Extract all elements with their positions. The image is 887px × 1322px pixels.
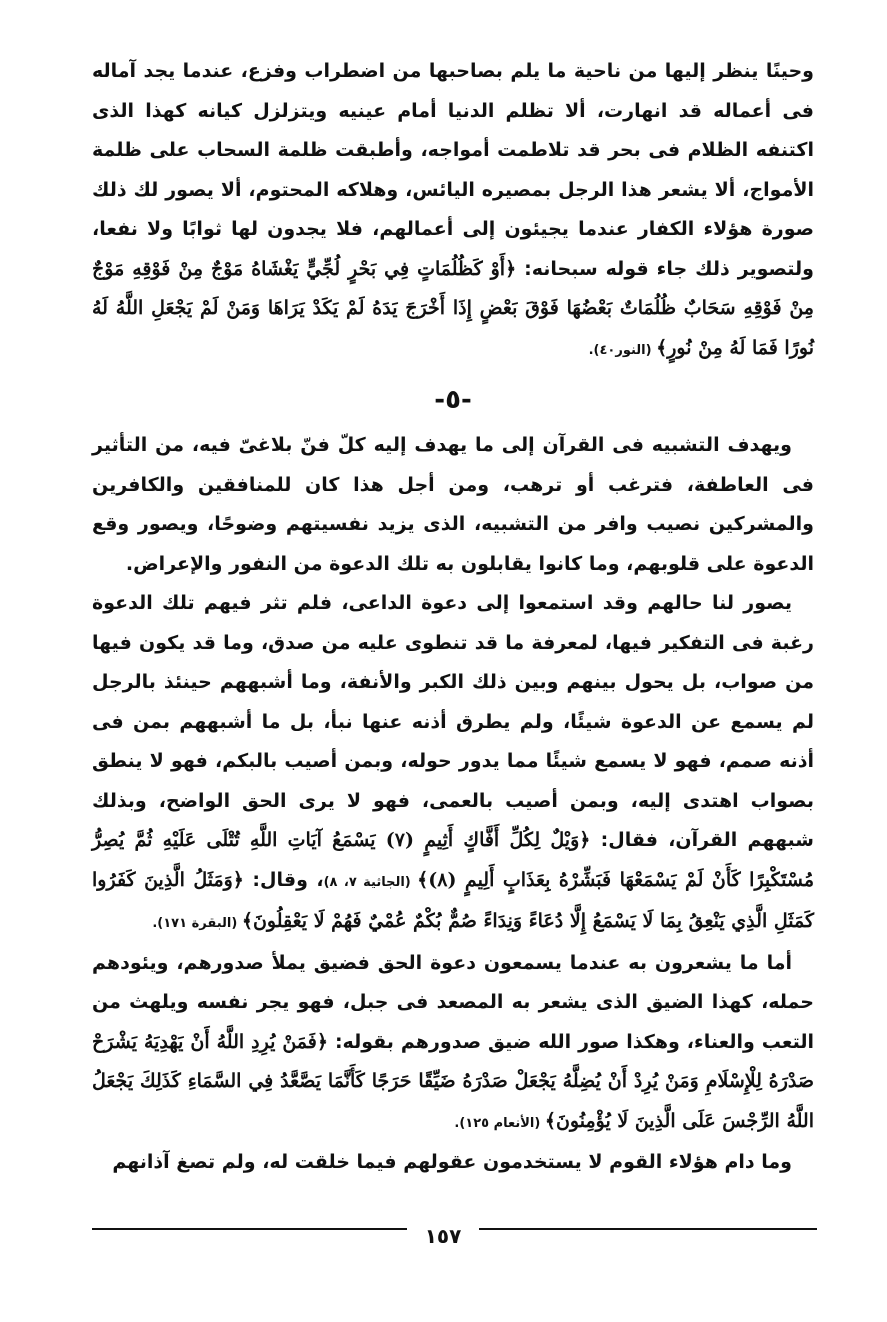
verse-reference-jathiya: (الجاثية ٧، ٨)	[323, 874, 418, 890]
verse-reference-anam: (الأنعام ١٢٥).	[454, 1115, 545, 1131]
paragraph-4-text: أما ما يشعرون به عندما يسمعون دعوة الحق فضيق يملأ صدورهم، ويئودهم حمله، كهذا الضيق الذى يشعر به المصعد فى جبل، فهو يجر نفسه ويلهث من التعب والعناء، وهكذا صور الله ضيق صدورهم بقوله:	[92, 951, 814, 1053]
paragraph-5: وما دام هؤلاء القوم لا يستخدمون عقولهم فيما خلقت له، ولم تصغ آذانهم	[112, 1151, 792, 1173]
quran-verse-anam-125: ﴿فَمَنْ يُرِدِ اللَّهُ أَنْ يَهْدِيَهُ يَشْرَحْ صَدْرَهُ لِلْإِسْلَامِ وَمَنْ يُرِدْ أَنْ يُضِلَّهُ يَجْعَلْ صَدْرَهُ ضَيِّقًا حَرَجًا كَأَنَّمَا يَصَّعَّدُ فِي السَّمَاءِ كَذَلِكَ يَجْعَلُ اللَّهُ الرِّجْسَ عَلَى الَّذِينَ لَا يُؤْمِنُونَ﴾	[92, 1030, 814, 1132]
page-number: ١٥٧	[407, 1224, 479, 1248]
verse-reference-baqara: (البقرة ١٧١).	[152, 916, 242, 931]
paragraph-2: ويهدف التشبيه فى القرآن إلى ما يهدف إليه كلّ فنّ بلاغىّ فيه، من التأثير فى العاطفة، فترغب أو ترهب، ومن أجل هذا كان للمنافقين والكافرين والمشركين نصيب وافر من التشبيه، الذى يزيد نفسيتهم وضوحًا، ويصور وقع الدعوة على قلوبهم، وما كانوا يقابلون به تلك الدعوة من النفور والإعراض.	[92, 434, 814, 575]
paragraph-1	[92, 52, 814, 370]
quran-verse-nur-40: ﴿أَوْ كَظُلُمَاتٍ فِي بَحْرٍ لُجِّيٍّ يَغْشَاهُ مَوْجٌ مِنْ فَوْقِهِ مَوْجٌ مِنْ فَوْقِهِ سَحَابٌ ظُلُمَاتٌ بَعْضُهَا فَوْقَ بَعْضٍ إِذَا أَخْرَجَ يَدَهُ لَمْ يَكَدْ يَرَاهَا وَمَنْ لَمْ يَجْعَلِ اللَّهُ لَهُ نُورًا فَمَا لَهُ مِنْ نُورٍ﴾	[92, 257, 814, 359]
paragraph-3-text: يصور لنا حالهم وقد استمعوا إلى دعوة الداعى، فلم تثر فيهم تلك الدعوة رغبة فى التفكير فيها، لمعرفة ما قد تنطوى عليه من صدق، وما قد يكون فيها من صواب، بل يحول بينهم وبين ذلك الكبر والأنفة، وما أشبههم حينئذ بالرجل لم يسمع عن الدعوة شيئًا، ولم يطرق أذنه عنها نبأ، بل ما أشبههم بمن فى أذنه صمم، فهو لا يسمع شيئًا مما يدور حوله، وبمن أصيب بالبكم، فهو لا ينطق بصواب اهتدى إليه، وبمن أصيب بالعمى، فهو لا يرى الحق الواضح، وبذلك شبههم القرآن، فقال:	[92, 592, 814, 851]
paragraph-3	[92, 584, 814, 944]
text-column	[92, 52, 814, 1183]
quran-verse-jathiya: ﴿وَيْلٌ لِكُلِّ أَفَّاكٍ أَثِيمٍ (٧) يَسْمَعُ آيَاتِ اللَّهِ تُتْلَى عَلَيْهِ ثُمَّ يُصِرُّ مُسْتَكْبِرًا كَأَنْ لَمْ يَسْمَعْهَا فَبَشِّرْهُ بِعَذَابٍ أَلِيمٍ (٨)﴾	[92, 829, 815, 891]
paragraph-4	[92, 944, 814, 1144]
verse-reference-nur: (النور٤٠).	[588, 342, 657, 358]
quran-verse-baqara-171: ﴿وَمَثَلُ الَّذِينَ كَفَرُوا كَمَثَلِ الَّذِي يَنْعِقُ بِمَا لَا يَسْمَعُ إِلَّا دُعَاءً وَنِدَاءً صُمٌّ بُكْمٌ عُمْيٌ فَهُمْ لَا يَعْقِلُونَ﴾	[92, 868, 814, 932]
paragraph-3-connector: ، وقال:	[243, 868, 324, 891]
section-number: -٥-	[434, 385, 472, 415]
paragraph-1-text: وحينًا ينظر إليها من ناحية ما يلم بصاحبها من اضطراب وفزع، عندما يجد آماله فى أعماله قد انهارت، ألا تظلم الدنيا أمام عينيه ويتزلزل كيانه كهذا الذى اكتنفه الظلام فى بحر قد تلاطمت أمواجه، وأطبقت ظلمة السحاب على ظلمة الأمواج، ألا يشعر هذا الرجل بمصيره اليائس، وهلاكه المحتوم، ألا يصور لك ذلك صورة هؤلاء الكفار عندما يجيئون إلى أعمالهم، فلا يجدون لها ثوابًا ولا نفعا، ولتصوير ذلك جاء قوله سبحانه:	[92, 60, 814, 280]
